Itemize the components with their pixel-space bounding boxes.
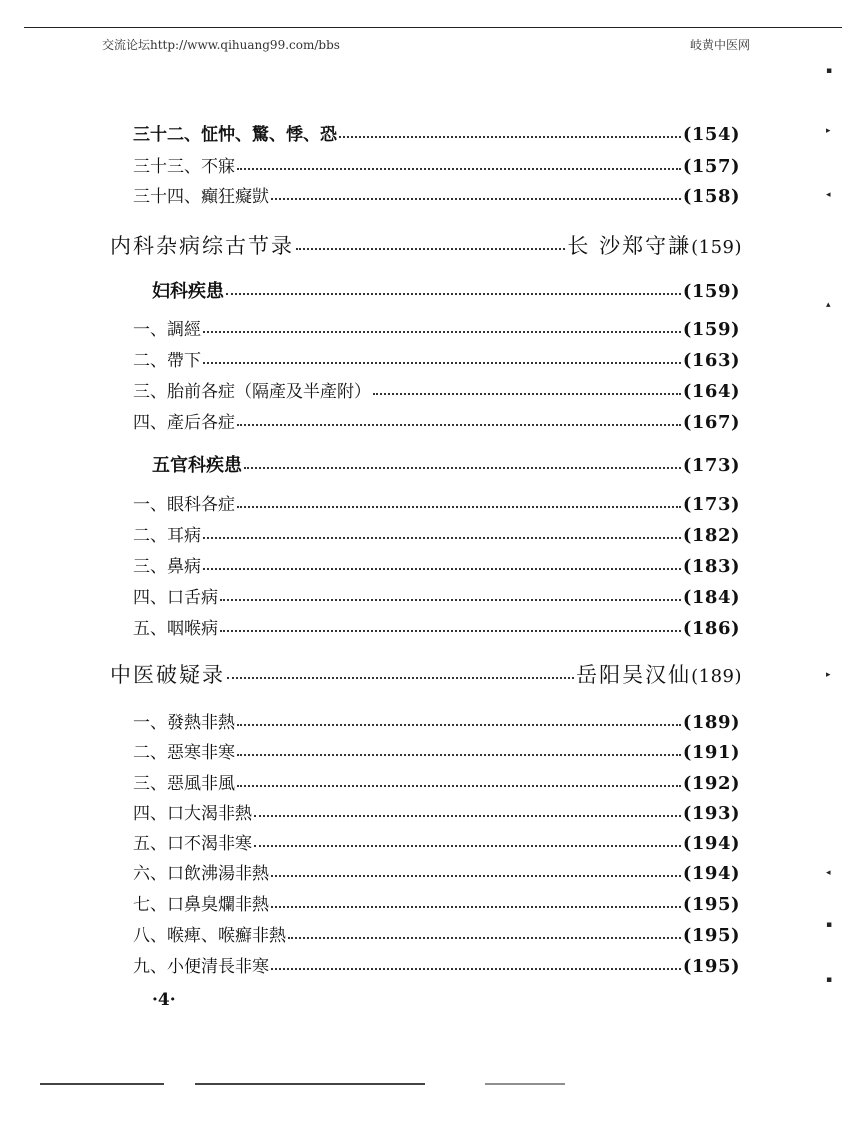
toc-entry-label: 四、產后各症 [133, 413, 235, 433]
toc-entry-label: 四、口舌病 [133, 588, 218, 608]
toc-entry-page: (163) [682, 350, 740, 371]
subsection-title: 妇科疾患 [152, 281, 224, 302]
scan-speck: ▪ [826, 920, 833, 930]
toc-entry[interactable] [133, 859, 740, 884]
section-title: 内科杂病综古节录 [110, 234, 294, 258]
subsection-page: (159) [682, 281, 740, 302]
toc-entry-label: 九、小便清長非寒 [133, 957, 269, 977]
section-author: 长 沙郑守謙 [567, 234, 692, 258]
toc-entry[interactable] [133, 921, 740, 946]
dot-leader [254, 845, 681, 847]
toc-entry[interactable] [133, 120, 740, 145]
dot-leader [244, 467, 681, 469]
toc-entry-page: (184) [682, 587, 740, 608]
toc-entry-page: (158) [682, 186, 740, 207]
scan-speck: ▪ [826, 975, 833, 985]
subsection-page: (173) [682, 455, 740, 476]
header-forum-url: 交流论坛http://www.qihuang99.com/bbs [102, 38, 340, 52]
toc-entry-page: (195) [682, 956, 740, 977]
toc-entry[interactable] [133, 890, 740, 915]
toc-entry-label: 二、帶下 [133, 351, 201, 371]
dot-leader [226, 293, 681, 295]
toc-entry[interactable] [133, 799, 740, 824]
header-site-name: 岐黄中医网 [690, 38, 751, 52]
toc-entry-page: (154) [682, 124, 740, 145]
toc-entry[interactable] [133, 408, 740, 433]
toc-entry[interactable] [133, 829, 740, 854]
toc-entry-page: (173) [682, 494, 740, 515]
toc-entry[interactable] [133, 521, 740, 546]
dot-leader [237, 168, 681, 170]
section-page: (189) [691, 666, 742, 687]
toc-entry-page: (191) [682, 742, 740, 763]
dot-leader [254, 815, 681, 817]
toc-entry[interactable] [133, 182, 740, 207]
scan-speck: ▸ [826, 670, 831, 680]
toc-entry-page: (189) [682, 712, 740, 733]
toc-section-doubts[interactable] [110, 659, 742, 689]
scan-line [485, 1083, 565, 1085]
toc-entry-page: (186) [682, 618, 740, 639]
toc-subsection-five-sense-organs[interactable] [152, 451, 740, 477]
scan-line [195, 1083, 425, 1085]
toc-entry[interactable] [133, 315, 740, 340]
section-page: (159) [691, 237, 742, 258]
scan-speck: ▪ [826, 66, 833, 76]
toc-entry-label: 三十二、怔忡、驚、悸、恐 [133, 125, 337, 145]
scan-speck: ▸ [826, 126, 831, 136]
section-author: 岳阳吴汉仙 [576, 663, 692, 687]
toc-entry-label: 三十四、癲狂癡獃 [133, 187, 269, 207]
toc-entry[interactable] [133, 377, 740, 402]
toc-entry-page: (183) [682, 556, 740, 577]
toc-entry[interactable] [133, 614, 740, 639]
toc-entry-page: (192) [682, 773, 740, 794]
toc-entry[interactable] [133, 552, 740, 577]
scan-speck: ▴ [826, 300, 831, 310]
dot-leader [271, 875, 681, 877]
toc-entry-page: (195) [682, 894, 740, 915]
toc-entry-label: 五、口不渴非寒 [133, 834, 252, 854]
dot-leader [203, 537, 681, 539]
page-number: ·4· [152, 990, 176, 1010]
dot-leader [203, 331, 681, 333]
toc-entry-label: 三、胎前各症（隔產及半產附） [133, 382, 371, 402]
toc-entry-label: 六、口飲沸湯非熱 [133, 864, 269, 884]
toc-entry[interactable] [133, 490, 740, 515]
dot-leader [220, 630, 681, 632]
dot-leader [271, 968, 681, 970]
dot-leader [271, 906, 681, 908]
toc-entry-page: (195) [682, 925, 740, 946]
toc-entry-page: (194) [682, 863, 740, 884]
toc-entry-page: (159) [682, 319, 740, 340]
toc-entry-page: (194) [682, 833, 740, 854]
toc-entry-page: (193) [682, 803, 740, 824]
toc-entry-label: 二、耳病 [133, 526, 201, 546]
toc-entry-label: 三、惡風非風 [133, 774, 235, 794]
subsection-title: 五官科疾患 [152, 455, 242, 476]
toc-entry[interactable] [133, 738, 740, 763]
toc-subsection-gynecology[interactable] [152, 277, 740, 303]
toc-entry-page: (167) [682, 412, 740, 433]
dot-leader [220, 599, 681, 601]
dot-leader [339, 136, 681, 138]
toc-entry-label: 五、咽喉病 [133, 619, 218, 639]
toc-entry-label: 一、眼科各症 [133, 495, 235, 515]
toc-entry[interactable] [133, 583, 740, 608]
toc-entry-label: 四、口大渴非熱 [133, 804, 252, 824]
dot-leader [237, 506, 681, 508]
dot-leader [237, 724, 681, 726]
toc-entry[interactable] [133, 346, 740, 371]
dot-leader [203, 362, 681, 364]
toc-entry-label: 三、鼻病 [133, 557, 201, 577]
dot-leader [237, 424, 681, 426]
toc-section-internal-medicine[interactable] [110, 230, 742, 260]
toc-entry-label: 一、調經 [133, 320, 201, 340]
dot-leader [203, 568, 681, 570]
toc-entry-label: 一、發熱非熱 [133, 713, 235, 733]
toc-entry-page: (182) [682, 525, 740, 546]
dot-leader [271, 198, 681, 200]
dot-leader [237, 754, 681, 756]
toc-entry[interactable] [133, 952, 740, 977]
scan-speck: ◂ [826, 868, 831, 878]
dot-leader [288, 937, 681, 939]
toc-entry-page: (164) [682, 381, 740, 402]
dot-leader [237, 785, 681, 787]
dot-leader [373, 393, 681, 395]
toc-entry[interactable] [133, 708, 740, 733]
dot-leader [227, 677, 574, 679]
toc-entry-label: 二、惡寒非寒 [133, 743, 235, 763]
toc-entry-label: 七、口鼻臭爛非熱 [133, 895, 269, 915]
toc-entry[interactable] [133, 152, 740, 177]
toc-entry-page: (157) [682, 156, 740, 177]
toc-entry-label: 八、喉痺、喉癬非熱 [133, 926, 286, 946]
toc-entry-label: 三十三、不寐 [133, 157, 235, 177]
toc-entry[interactable] [133, 769, 740, 794]
scan-line [40, 1083, 164, 1085]
dot-leader [296, 248, 565, 250]
scan-speck: ◂ [826, 190, 831, 200]
section-title: 中医破疑录 [110, 663, 225, 687]
